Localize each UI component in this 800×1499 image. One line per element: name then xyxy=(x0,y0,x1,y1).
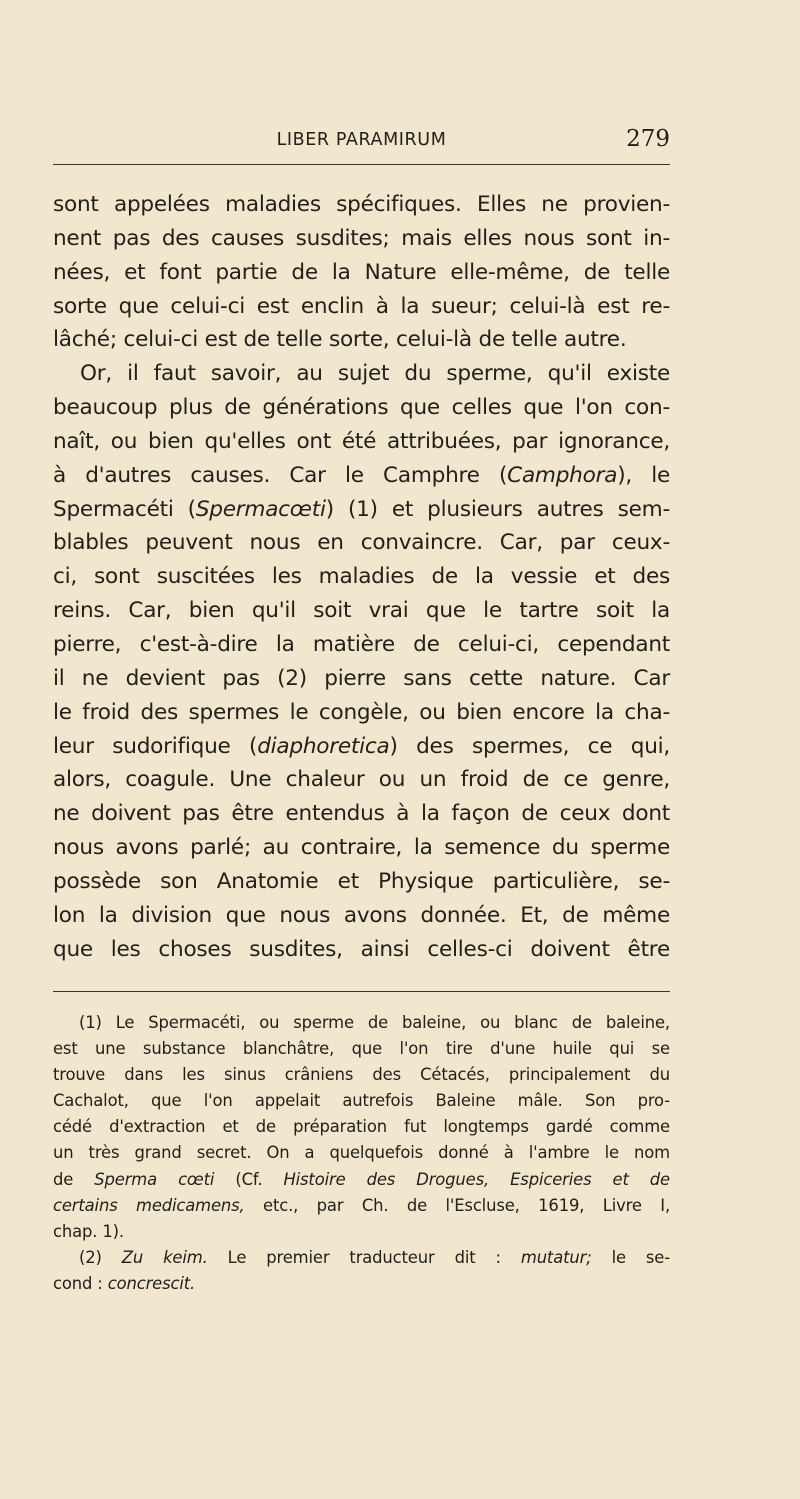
body-line: ne doivent pas être entendus à la façon de ceux dont xyxy=(53,801,670,827)
text-segment: ) des spermes, ce qui, xyxy=(389,733,671,759)
italic-segment: Spermacœti xyxy=(195,496,326,522)
footnote-line: Cachalot, que l'on appelait autrefois Baleine mâle. Son pro- xyxy=(53,1091,670,1111)
italic-segment: Sperma cœti xyxy=(94,1169,215,1189)
running-title: LIBER PARAMIRUM xyxy=(276,130,447,150)
body-line: alors, coagule. Une chaleur ou un froid de ce genre, xyxy=(53,767,670,793)
footnote-line: cédé d'extraction et de préparation fut longtemps gardé comme xyxy=(53,1117,670,1137)
body-line: ci, sont suscitées les maladies de la vessie et des xyxy=(53,564,670,590)
italic-segment: Zu keim. xyxy=(121,1247,208,1267)
text-segment: de xyxy=(53,1169,95,1189)
body-line xyxy=(53,493,670,527)
text-segment: le se- xyxy=(591,1247,670,1267)
footnote-line xyxy=(53,1193,670,1219)
body-line: nous avons parlé; au contraire, la semence du sperme xyxy=(53,835,670,861)
body-line: reins. Car, bien qu'il soit vrai que le tartre soit la xyxy=(53,598,670,624)
footnote-line xyxy=(53,1167,670,1193)
body-line: sorte que celui-ci est enclin à la sueur; celui-là est re- xyxy=(53,293,670,319)
text-segment: etc., par Ch. de l'Escluse, 1619, Livre I, xyxy=(244,1195,671,1215)
body-line: blables peuvent nous en convaincre. Car, par ceux- xyxy=(53,530,670,556)
body-line: naît, ou bien qu'elles ont été attribuées, par ignorance, xyxy=(53,428,670,454)
footnote-line xyxy=(53,1245,670,1271)
body-line: possède son Anatomie et Physique particulière, se- xyxy=(53,868,670,894)
body-line: nées, et font partie de la Nature elle-même, de telle xyxy=(53,259,670,285)
italic-segment: mutatur; xyxy=(520,1247,592,1267)
text-segment: Spermacéti ( xyxy=(53,496,196,522)
footnotes xyxy=(53,1010,670,1297)
text-segment: leur sudorifique ( xyxy=(53,733,258,759)
italic-segment: concrescit. xyxy=(107,1273,196,1293)
italic-segment: Camphora xyxy=(507,462,618,488)
text-segment: cond : xyxy=(53,1273,108,1293)
footnote-rule xyxy=(53,991,670,992)
body-line: beaucoup plus de générations que celles que l'on con- xyxy=(53,395,670,421)
text-segment: (2) xyxy=(79,1247,122,1267)
text-segment: à d'autres causes. Car le Camphre ( xyxy=(53,462,508,488)
footnote-line: chap. 1). xyxy=(53,1221,124,1241)
text-segment: Le premier traducteur dit : xyxy=(207,1247,521,1267)
body-line: lâché; celui-ci est de telle sorte, celui-là de telle autre. xyxy=(53,327,627,353)
body-line: nent pas des causes susdites; mais elles nous sont in- xyxy=(53,225,670,251)
body-line xyxy=(53,730,670,764)
body-line xyxy=(53,459,670,493)
body-line: que les choses susdites, ainsi celles-ci doivent être xyxy=(53,936,670,962)
body-line: Or, il faut savoir, au sujet du sperme, qu'il existe xyxy=(80,361,670,387)
text-segment: ) (1) et plusieurs autres sem- xyxy=(325,496,670,522)
footnote-line: est une substance blanchâtre, que l'on tire d'une huile qui se xyxy=(53,1039,670,1059)
footnote-line xyxy=(53,1271,670,1297)
italic-segment: Histoire des Drogues, Espiceries et de xyxy=(283,1169,670,1189)
body-line: il ne devient pas (2) pierre sans cette nature. Car xyxy=(53,665,670,691)
page-header xyxy=(53,128,670,168)
body-line: lon la division que nous avons donnée. Et, de même xyxy=(53,902,670,928)
footnote-line: (1) Le Spermacéti, ou sperme de baleine, ou blanc de baleine, xyxy=(79,1013,670,1032)
body-line: le froid des spermes le congèle, ou bien encore la cha- xyxy=(53,699,670,725)
header-rule xyxy=(53,164,670,165)
italic-segment: diaphoretica xyxy=(257,733,390,759)
text-segment: ), le xyxy=(617,462,670,488)
footnote-line: un très grand secret. On a quelquefois donné à l'ambre le nom xyxy=(53,1143,670,1163)
text-segment: (Cf. xyxy=(214,1169,284,1189)
body-line: sont appelées maladies spécifiques. Elles ne provien- xyxy=(53,192,670,217)
body-text xyxy=(53,188,670,966)
italic-segment: certains medicamens, xyxy=(53,1195,245,1215)
footnote-line: trouve dans les sinus crâniens des Cétacés, principalement du xyxy=(53,1065,670,1085)
body-line: pierre, c'est-à-dire la matière de celui-ci, cependant xyxy=(53,631,670,657)
page-number: 279 xyxy=(626,126,670,152)
